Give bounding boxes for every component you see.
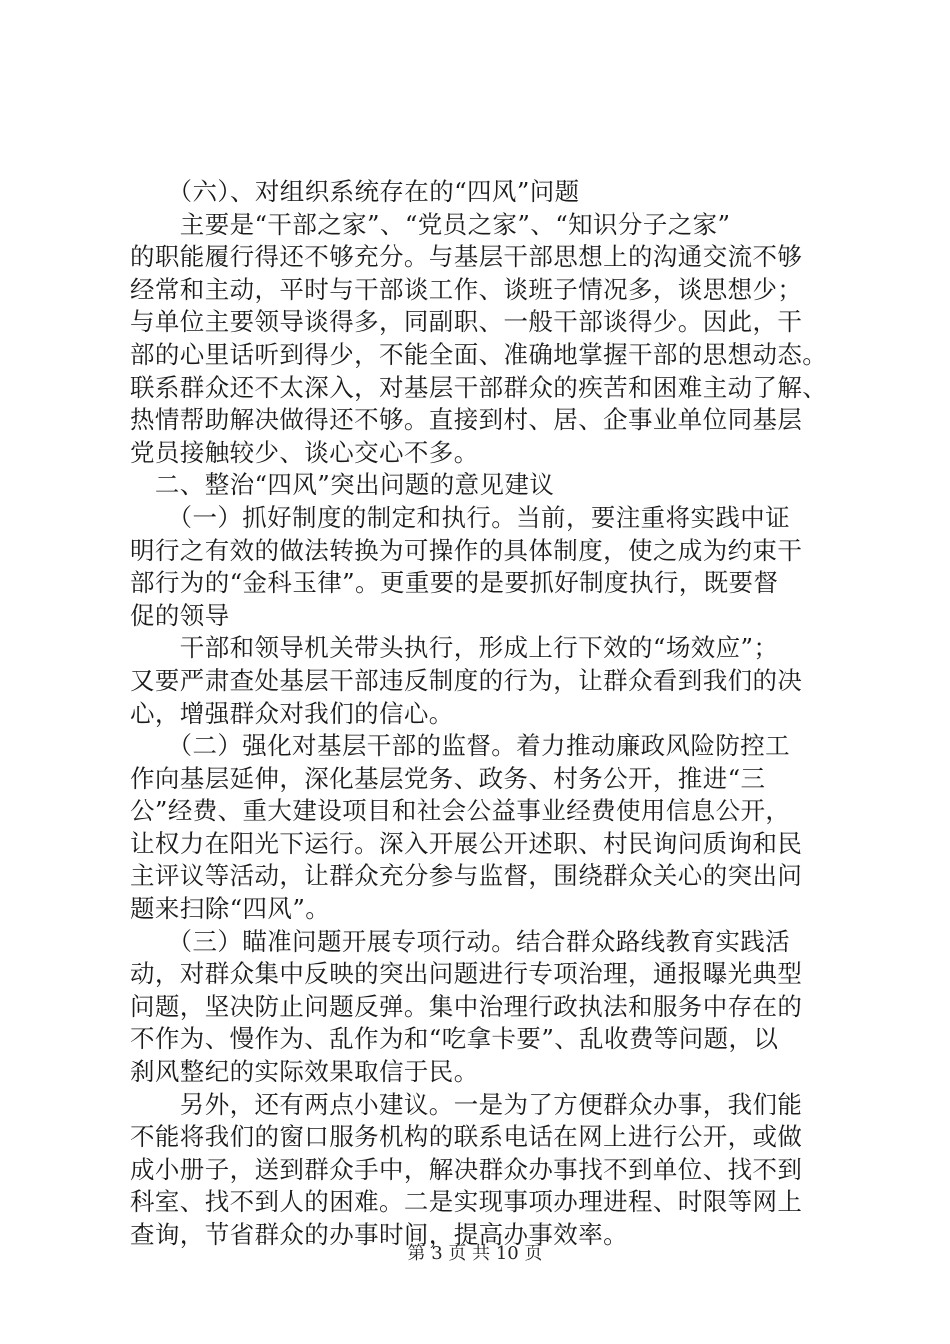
text-line: 部行为的“金科玉律”。更重要的是要抓好制度执行，既要督 [130, 568, 779, 598]
text-line: 的职能履行得还不够充分。与基层干部思想上的沟通交流不够 [130, 242, 803, 272]
text-line: 联系群众还不太深入，对基层干部群众的疾苦和困难主动了解、 [130, 372, 828, 402]
text-line: 动，对群众集中反映的突出问题进行专项治理，通报曝光典型 [130, 959, 803, 989]
text-line: 题来扫除“四风”。 [130, 894, 331, 924]
text-line: 科室、找不到人的困难。二是实现事项办理进程、时限等网上 [130, 1187, 803, 1217]
text-line: 热情帮助解决做得还不够。直接到村、居、企事业单位同基层 [130, 405, 803, 435]
text-line: 又要严肃查处基层干部违反制度的行为，让群众看到我们的决 [130, 665, 803, 695]
text-line: 与单位主要领导谈得多，同副职、一般干部谈得少。因此，干 [130, 307, 803, 337]
text-line: 查询，节省群众的办事时间，提高办事效率。 [130, 1220, 628, 1249]
text-line: 另外，还有两点小建议。一是为了方便群众办事，我们能 [130, 1089, 803, 1119]
text-line: 公”经费、重大建设项目和社会公益事业经费使用信息公开， [130, 796, 791, 826]
text-line: 让权力在阳光下运行。深入开展公开述职、村民询问质询和民 [130, 828, 803, 858]
text-line: （一）抓好制度的制定和执行。当前，要注重将实践中证 [130, 502, 791, 532]
text-line: 二、整治“四风”突出问题的意见建议 [130, 470, 555, 500]
text-line: 成小册子，送到群众手中，解决群众办事找不到单位、找不到 [130, 1154, 803, 1184]
text-line: 干部和领导机关带头执行，形成上行下效的“场效应”； [130, 633, 779, 663]
text-line: （六）、对组织系统存在的“四风”问题 [130, 177, 580, 206]
text-line: 主评议等活动，让群众充分参与监督，围绕群众关心的突出问 [130, 861, 803, 891]
body-text [130, 176, 860, 1252]
text-line: 不作为、慢作为、乱作为和“吃拿卡要”、乱收费等问题，以 [130, 1024, 779, 1054]
text-line: 经常和主动，平时与干部谈工作、谈班子情况多，谈思想少； [130, 274, 803, 304]
text-line: 刹风整纪的实际效果取信于民。 [130, 1057, 479, 1087]
text-line: 明行之有效的做法转换为可操作的具体制度，使之成为约束干 [130, 535, 803, 565]
text-line: 心，增强群众对我们的信心。 [130, 698, 454, 728]
text-line: （三）瞄准问题开展专项行动。结合群众路线教育实践活 [130, 926, 791, 956]
text-line: （二）强化对基层干部的监督。着力推动廉政风险防控工 [130, 731, 791, 761]
text-line: 问题，坚决防止问题反弹。集中治理行政执法和服务中存在的 [130, 991, 803, 1021]
page-footer: 第 3 页 共 10 页 [407, 1243, 543, 1264]
text-line: 作向基层延伸，深化基层党务、政务、村务公开，推进“三 [130, 763, 766, 793]
text-line: 部的心里话听到得少，不能全面、准确地掌握干部的思想动态。 [130, 339, 828, 369]
text-line: 主要是“干部之家”、“党员之家”、“知识分子之家” [130, 209, 731, 239]
text-line: 党员接触较少、谈心交心不多。 [130, 437, 479, 467]
text-line: 不能将我们的窗口服务机构的联系电话在网上进行公开，或做 [130, 1122, 803, 1152]
text-line: 促的领导 [130, 600, 230, 630]
